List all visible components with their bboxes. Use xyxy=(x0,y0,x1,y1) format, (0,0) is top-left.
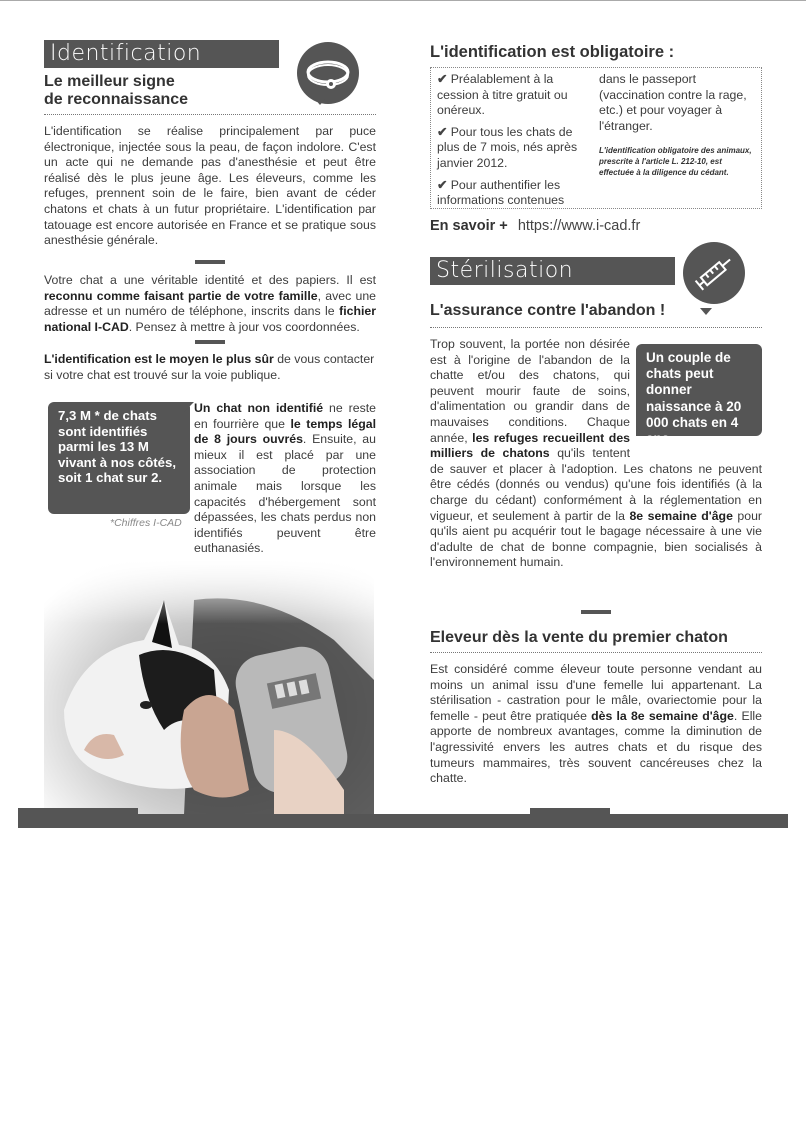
checkmark-icon: ✔ xyxy=(437,124,448,139)
float-spacer xyxy=(630,337,762,447)
more-info-label: En savoir + xyxy=(430,218,508,234)
icad-link[interactable]: https://www.i-cad.fr xyxy=(517,218,641,234)
identification-subtitle xyxy=(44,73,284,109)
syringe-icon xyxy=(683,242,745,304)
chevron-down-icon xyxy=(314,98,326,105)
text-bold: reconnu comme faisant partie de votre famille xyxy=(44,288,318,303)
collar-icon xyxy=(297,42,359,104)
dotted-divider xyxy=(430,327,762,328)
text: . Elle apporte de nombreux avantages, comme la diminution de l'agressivité envers les autres chats et du risque des tumeurs mammaires, très souvent cancéreuses chez la chatte. xyxy=(430,708,762,786)
text: , avec une adresse et un numéro de téléphone, inscrits dans le xyxy=(44,288,376,319)
obligation-item xyxy=(437,72,593,119)
breeder-subtitle: Eleveur dès la vente du premier chaton xyxy=(430,629,728,646)
checkmark-icon: ✔ xyxy=(437,177,448,192)
separator xyxy=(581,610,611,614)
obligation-continued xyxy=(599,72,757,179)
sterilisation-paragraph-1 xyxy=(430,337,762,571)
identification-column xyxy=(44,40,376,556)
text-bold: Un chat non identifié xyxy=(194,401,324,415)
callout-pointer xyxy=(184,402,194,412)
separator xyxy=(195,260,225,264)
identification-paragraph-2 xyxy=(44,273,376,335)
obligation-text: Préalablement à la cession à titre gratuit ou onéreux. xyxy=(437,72,568,118)
text-bold: L'identification est le moyen le plus sûr xyxy=(44,352,274,366)
text-bold: le temps légal de 8 jours ouvrés xyxy=(194,416,376,447)
stat-callout-births: Un couple de chats peut donner naissance à 20 000 chats en 4 ans xyxy=(636,344,762,436)
identification-paragraph-3 xyxy=(44,352,376,383)
obligation-item xyxy=(437,178,593,209)
chevron-down-icon xyxy=(700,308,712,315)
stat-callout-identified-cats: 7,3 M * de chats sont identifiés parmi les 13 M vivant à nos côtés, soit 1 chat sur 2. xyxy=(48,402,190,514)
obligation-box xyxy=(430,67,762,209)
text: de vous contacter si votre chat est trouvé sur la voie publique. xyxy=(44,352,375,382)
section-title-sterilisation: Stérilisation xyxy=(430,257,675,285)
more-info-line xyxy=(430,218,640,234)
checkmark-icon: ✔ xyxy=(437,72,448,86)
obligatory-title: L'identification est obligatoire : xyxy=(430,43,675,61)
footnote: *Chiffres I-CAD xyxy=(110,517,182,529)
sterilisation-subtitle: L'assurance contre l'abandon ! xyxy=(430,302,666,319)
text: . Ensuite, au mieux il est placé par une association de protection animale mais lorsque les capacités d'hébergement sont dépassées, les chats perdus non identifiés peuvent être euthanasiés. xyxy=(194,432,376,556)
section-title-identification: Identification xyxy=(44,40,279,68)
footer-band xyxy=(18,814,788,828)
cat-photo xyxy=(44,560,374,815)
footer-tab-right xyxy=(530,808,610,816)
text: . Pensez à mettre à jour vos coordonnées. xyxy=(128,319,360,334)
obligation-list xyxy=(437,72,593,209)
identification-paragraph-1: L'identification se réalise principalement par puce électronique, injectée sous la peau, de façon indolore. C'est un acte qui ne demande pas d'anesthésie et peut être réalisé dès le plus jeune âge. Les éleveurs, comme les refuges, prennent soin de le faire, bien avant de céder chatons et chats à un futur propriétaire. L'identification par tatouage est encore autorisée en France et se pratique sous anesthésie générale. xyxy=(44,124,376,248)
text: Trop souvent, la portée non désirée est à l'origine de l'abandon de la chatte et/ou des chatons, qui peuvent mourir faute de soins, d'alimentation ou grandir dans de mauvaises conditions. Chaque année, xyxy=(430,337,630,445)
text: ne reste en fourrière que xyxy=(194,401,376,431)
text-bold: fichier national I-CAD xyxy=(44,304,376,334)
subtitle-line-2: de reconnaissance xyxy=(44,91,189,108)
text: Est considéré comme éleveur toute personne vendant au moins un animal issu d'une femelle lui appartenant. La stérilisation - castration pour le mâle, ovariectomie pour la femelle - peut être pratiquée xyxy=(430,662,762,723)
obligation-text-continued: dans le passeport (vaccination contre la rage, etc.) et pour voyager à l'étranger. xyxy=(599,72,747,133)
text: qu'ils tentent de sauver et placer à l'adoption. Les chatons ne peuvent être cédés (donnés ou vendus) qu'une fois identifiés (à la charge du cédant) conformément à la réglementation en vigueur, et seulement à partir de la xyxy=(430,446,762,523)
text: Votre chat a une véritable identité et des papiers. Il est xyxy=(44,273,376,287)
text: pour qu'ils aient pu acquérir tout le bagage nécessaire à une vie d'adulte de chat de bonne compagnie, bien socialisés à l'environnement humain. xyxy=(430,508,763,570)
legal-note: L'identification obligatoire des animaux, prescrite à l'article L. 212-10, est effectuée à la diligence du cédant. xyxy=(599,146,752,177)
text-bold: 8e semaine d'âge xyxy=(629,508,733,523)
identification-paragraph-4 xyxy=(194,401,376,557)
footer-tab-left xyxy=(18,808,138,816)
text-bold: dès la 8e semaine d'âge xyxy=(591,708,734,723)
obligation-item xyxy=(437,125,593,172)
top-rule xyxy=(0,0,806,1)
dotted-divider xyxy=(44,114,376,115)
subtitle-line-1: Le meilleur signe xyxy=(44,73,175,90)
separator xyxy=(195,340,225,344)
text-bold: les refuges recueillent des milliers de chatons xyxy=(430,430,630,461)
obligation-text: Pour tous les chats de plus de 7 mois, nés après janvier 2012. xyxy=(437,124,578,170)
breeder-paragraph xyxy=(430,662,762,787)
obligation-text: Pour authentifier les informations contenues xyxy=(437,177,565,208)
dotted-divider xyxy=(430,652,762,653)
